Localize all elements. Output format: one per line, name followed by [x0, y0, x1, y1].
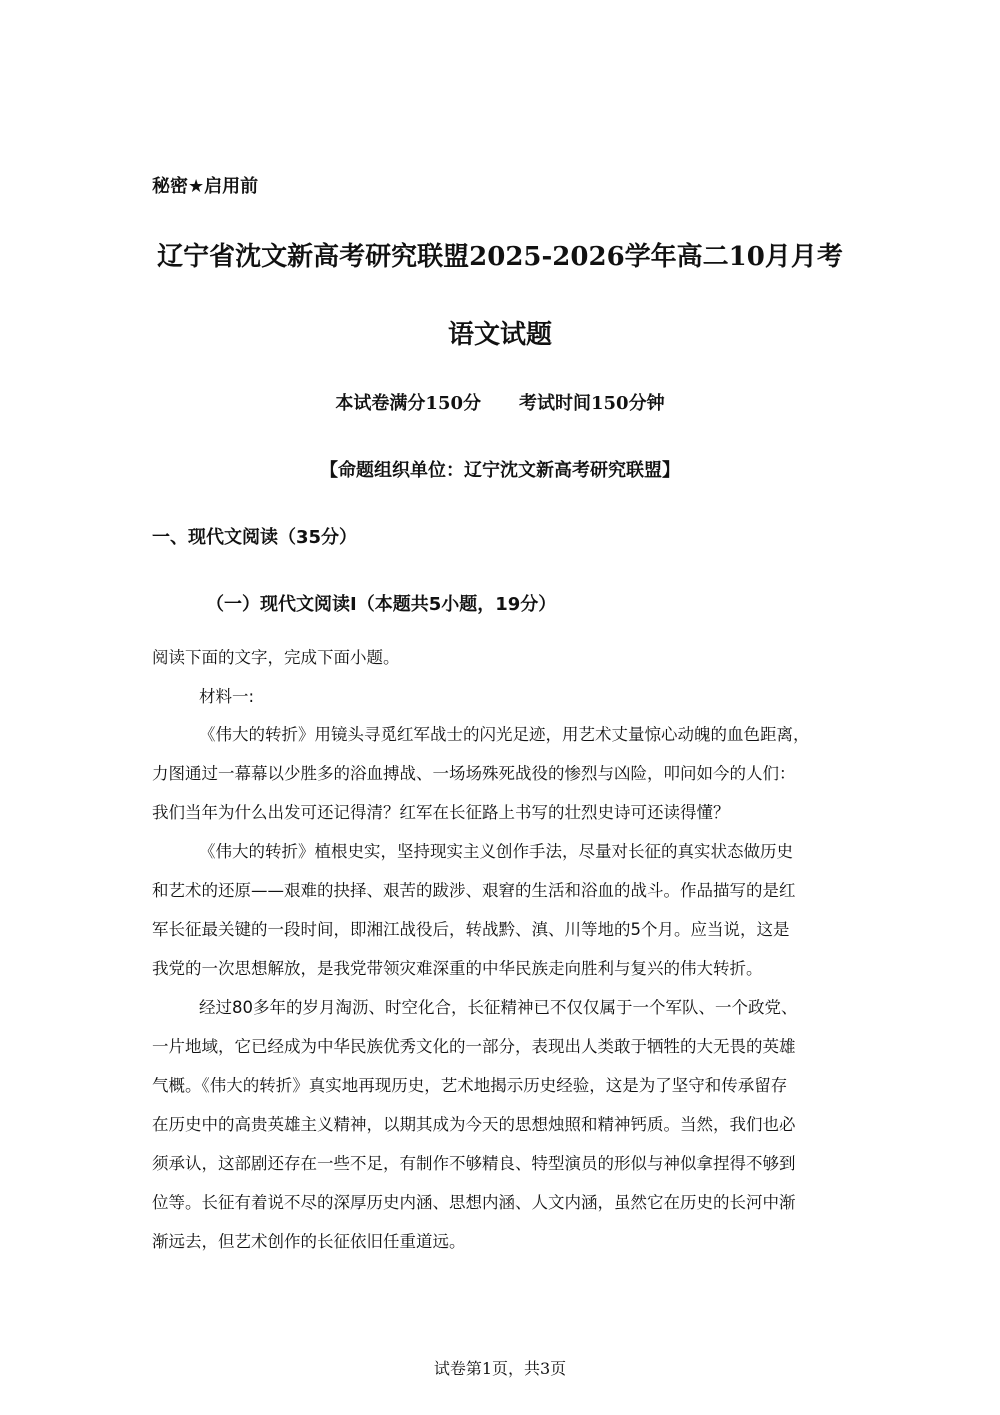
exam-subject-title: 语文试题	[447, 320, 552, 350]
page-footer: 试卷第1页，共3页	[433, 1359, 567, 1378]
subsection-title: （一）现代文阅读I（本题共5小题，19分）	[206, 594, 557, 615]
exam-duration: 考试时间150分钟	[519, 393, 665, 414]
passage-line: 我党的一次思想解放，是我党带领灾难深重的中华民族走向胜利与复兴的伟大转折。	[152, 959, 763, 978]
passage-line: 和艺术的还原——艰难的抉择、艰苦的跋涉、艰窘的生活和浴血的战斗。作品描写的是红	[152, 881, 796, 900]
organizer: 【命题组织单位：辽宁沈文新高考研究联盟】	[320, 460, 680, 481]
reading-instruction: 阅读下面的文字，完成下面小题。	[152, 648, 400, 667]
passage-line: 经过80多年的岁月淘沥、时空化合，长征精神已不仅仅属于一个军队、一个政党、	[199, 998, 798, 1017]
passage-line: 我们当年为什么出发可还记得清？红军在长征路上书写的壮烈史诗可还读得懂？	[152, 803, 730, 822]
passage-line: 《伟大的转折》植根史实，坚持现实主义创作手法，尽量对长征的真实状态做历史	[199, 842, 793, 861]
passage-line: 气概。《伟大的转折》真实地再现历史，艺术地揭示历史经验，这是为了坚守和传承留存	[152, 1076, 788, 1095]
passage-line: 一片地域，它已经成为中华民族优秀文化的一部分，表现出人类敢于牺牲的大无畏的英雄	[152, 1037, 796, 1056]
passage-line: 在历史中的高贵英雄主义精神，以期其成为今天的思想烛照和精神钙质。当然，我们也必	[152, 1115, 796, 1134]
passage-line: 《伟大的转折》用镜头寻觅红军战士的闪光足迹，用艺术丈量惊心动魄的血色距离，	[199, 725, 810, 744]
exam-title: 辽宁省沈文新高考研究联盟2025-2026学年高二10月月考	[157, 242, 843, 272]
full-score: 本试卷满分150分	[335, 393, 481, 414]
section-title: 一、现代文阅读（35分）	[152, 527, 358, 548]
passage-line: 位等。长征有着说不尽的深厚历史内涵、思想内涵、人文内涵，虽然它在历史的长河中渐	[152, 1193, 796, 1212]
secret-mark: 秘密★启用前	[152, 176, 259, 197]
passage-line: 军长征最关键的一段时间，即湘江战役后，转战黔、滇、川等地的5个月。应当说，这是	[152, 920, 790, 939]
passage-line: 须承认，这部剧还存在一些不足，有制作不够精良、特型演员的形似与神似拿捏得不够到	[152, 1154, 796, 1173]
passage-line: 渐远去，但艺术创作的长征依旧任重道远。	[152, 1232, 466, 1251]
exam-info	[0, 389, 1000, 415]
passage-line: 力图通过一幕幕以少胜多的浴血搏战、一场场殊死战役的惨烈与凶险，叩问如今的人们：	[152, 764, 796, 783]
material-label: 材料一:	[199, 687, 255, 706]
